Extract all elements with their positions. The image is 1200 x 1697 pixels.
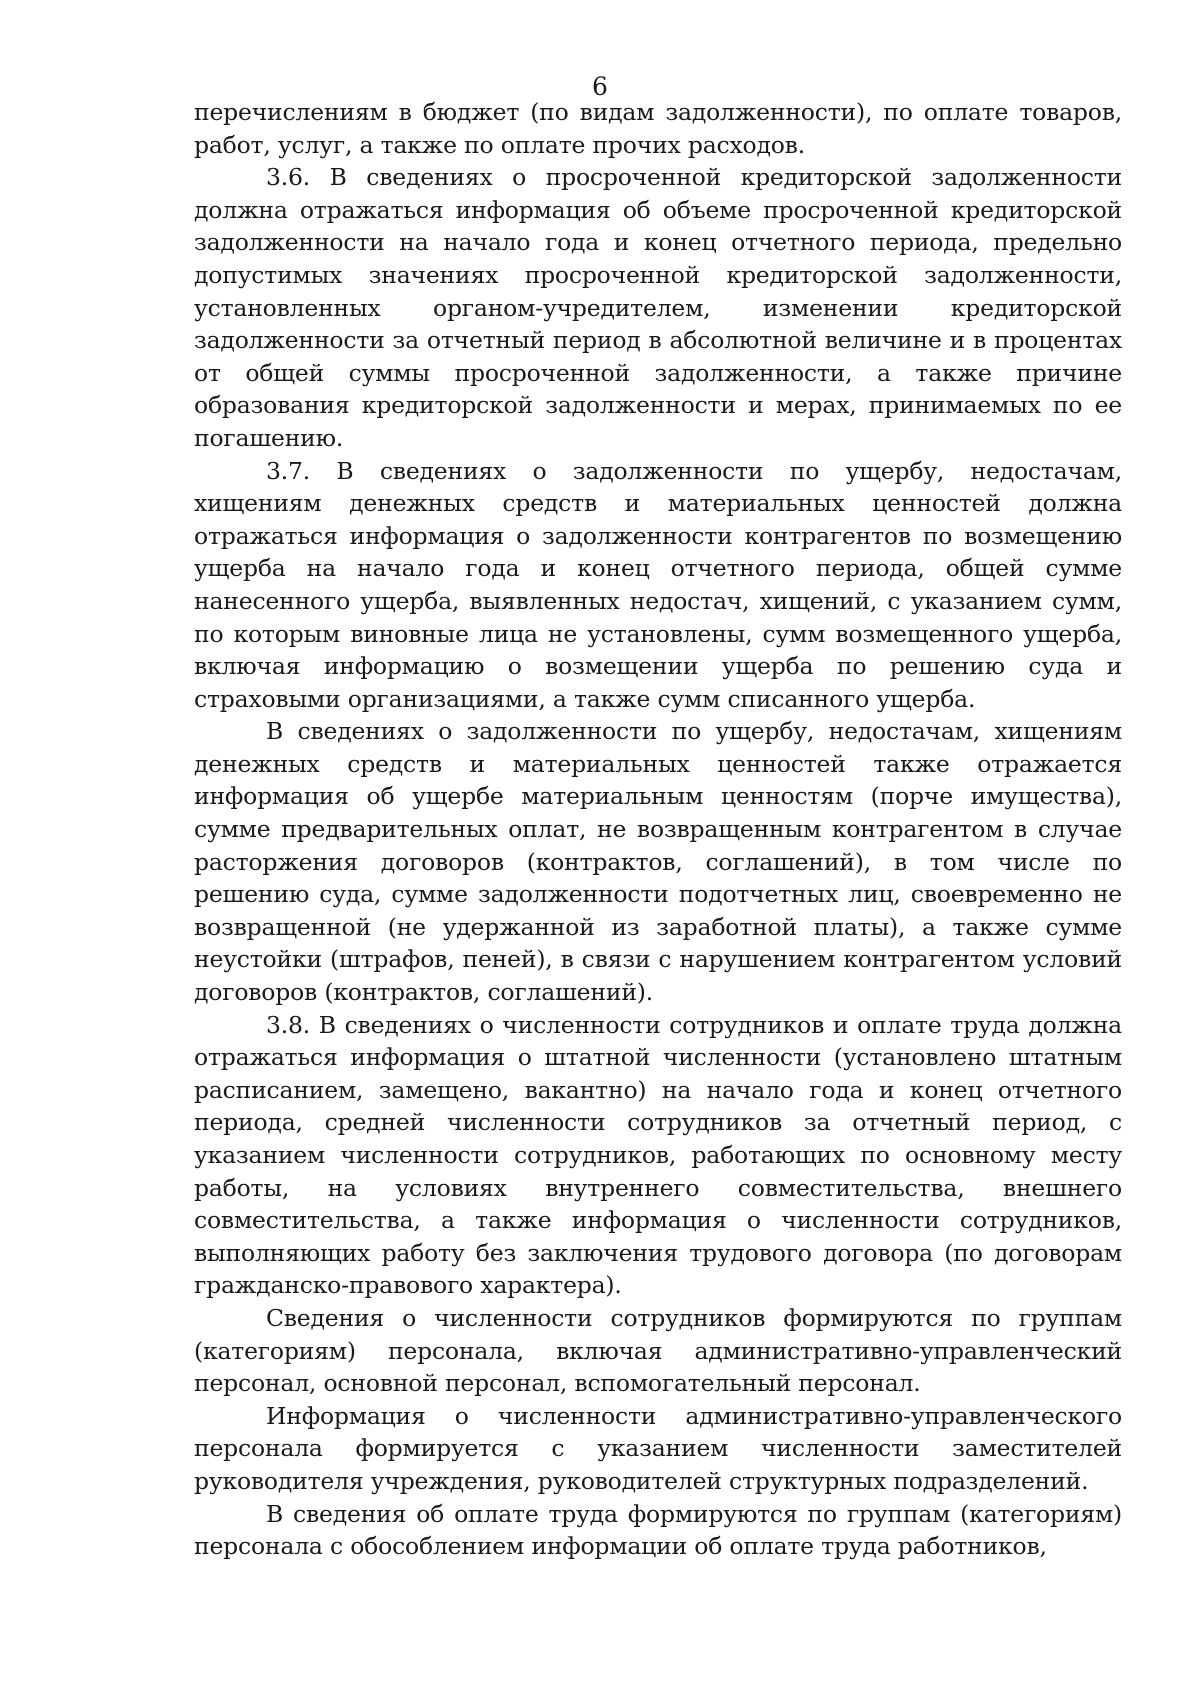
paragraph-3-6: 3.6. В сведениях о просроченной кредиторской задолженности должна отражаться информация об объеме просроченной кредиторской задолженности на начало года и конец отчетного периода, предельно допустимых значениях просроченной кредиторской задолженности, установленных органом-учредителем, изменении кредиторской задолженности за отчетный период в абсолютной величине и в процентах от общей суммы просроченной задолженности, а также причине образования кредиторской задолженности и мерах, принимаемых по ее погашению. [194, 163, 1122, 452]
paragraph-damage-details: В сведениях о задолженности по ущербу, недостачам, хищениям денежных средств и материальных ценностей также отражается информация об ущербе материальным ценностям (порче имущества), сумме предварительных оплат, не возвращенным контрагентом в случае расторжения договоров (контрактов, соглашений), в том числе по решению суда, сумме задолженности подотчетных лиц, своевременно не возвращенной (не удержанной из заработной платы), а также сумме неустойки (штрафов, пеней), в связи с нарушением контрагентом условий договоров (контрактов, соглашений). [194, 717, 1122, 1007]
paragraph-admin-staff: Информация о численности административно-управленческого персонала формируется с указанием численности заместителей руководителя учреждения, руководителей структурных подразделений. [194, 1401, 1122, 1495]
paragraph-payroll: В сведения об оплате труда формируются по группам (категориям) персонала с обособлением информации об оплате труда работников, [194, 1499, 1122, 1561]
paragraph-staff-groups: Сведения о численности сотрудников формируются по группам (категориям) персонала, включая административно-управленческий персонал, основной персонал, вспомогательный персонал. [194, 1303, 1122, 1398]
paragraph-3-7: 3.7. В сведениях о задолженности по ущербу, недостачам, хищениям денежных средств и материальных ценностей должна отражаться информация о задолженности контрагентов по возмещению ущерба на начало года и конец отчетного периода, общей сумме нанесенного ущерба, выявленных недостач, хищений, с указанием сумм, по которым виновные лица не установлены, сумм возмещенного ущерба, включая информацию о возмещении ущерба по решению суда и страховыми организациями, а также сумм списанного ущерба. [194, 456, 1122, 713]
paragraph-continuation: перечислениям в бюджет (по видам задолженности), по оплате товаров, работ, услуг, а также по оплате прочих расходов. [194, 98, 1122, 159]
document-body [194, 96, 1122, 1563]
page-number: 6 [592, 72, 608, 101]
paragraph-3-8: 3.8. В сведениях о численности сотрудников и оплате труда должна отражаться информация о штатной численности (установлено штатным расписанием, замещено, вакантно) на начало года и конец отчетного периода, средней численности сотрудников за отчетный период, с указанием численности сотрудников, работающих по основному месту работы, на условиях внутреннего совместительства, внешнего совместительства, а также информация о численности сотрудников, выполняющих работу без заключения трудового договора (по договорам гражданско-правового характера). [194, 1010, 1122, 1300]
